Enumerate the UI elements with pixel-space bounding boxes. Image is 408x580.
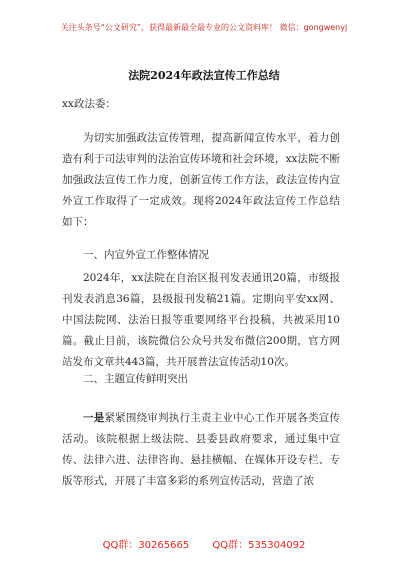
document-title: 法院2024年政法宣传工作总结 <box>128 69 280 82</box>
footer-contacts <box>0 536 408 551</box>
section2-lead: 一是 <box>83 412 105 424</box>
salutation: xx政法委： <box>62 98 116 110</box>
section2-paragraph <box>62 408 340 492</box>
section1-paragraph: 2024年，xx法院在自治区报刊发表通讯20篇，市级报刊发表消息36篇，县级报刊发稿21篇。定期向平安xx网、中国法院网、法治日报等重要网络平台投稿，共被采用10篇。截止目前，该院微信公众号共发布微信200期，官方网站发布文章共443篇，共开展普法宣传活动10次。 <box>62 272 340 368</box>
footer-qq-group-2: QQ群：535304092 <box>212 540 306 551</box>
footer-qq-group-1: QQ群：30265665 <box>102 540 190 551</box>
header-promo: 关注头条号“公文研究”，获得最新最全最专业的公文资料库！ 微信：gongwenyj <box>60 23 348 32</box>
section2-heading: 二、主题宣传鲜明突出 <box>83 373 188 385</box>
section1-heading: 一、内宣外宣工作整体情况 <box>83 249 209 261</box>
section2-body: 紧紧围绕审判执行主责主业中心工作开展各类宣传活动。该院根据上级法院、县委县政府要求，通过集中宣传、法律六进、法律咨询、悬挂横幅、在媒体开设专栏、专版等形式，开展了丰富多彩的系列宣传活动，营造了浓 <box>62 412 341 487</box>
intro-paragraph: 为切实加强政法宣传管理，提高新闻宣传水平，着力创造有利于司法审判的法治宣传环境和社会环境，xx法院不断加强政法宣传工作力度，创新宣传工作方法，政法宣传内宣外宣工作取得了一定成效。现将2024年政法宣传工作总结如下： <box>62 132 340 228</box>
